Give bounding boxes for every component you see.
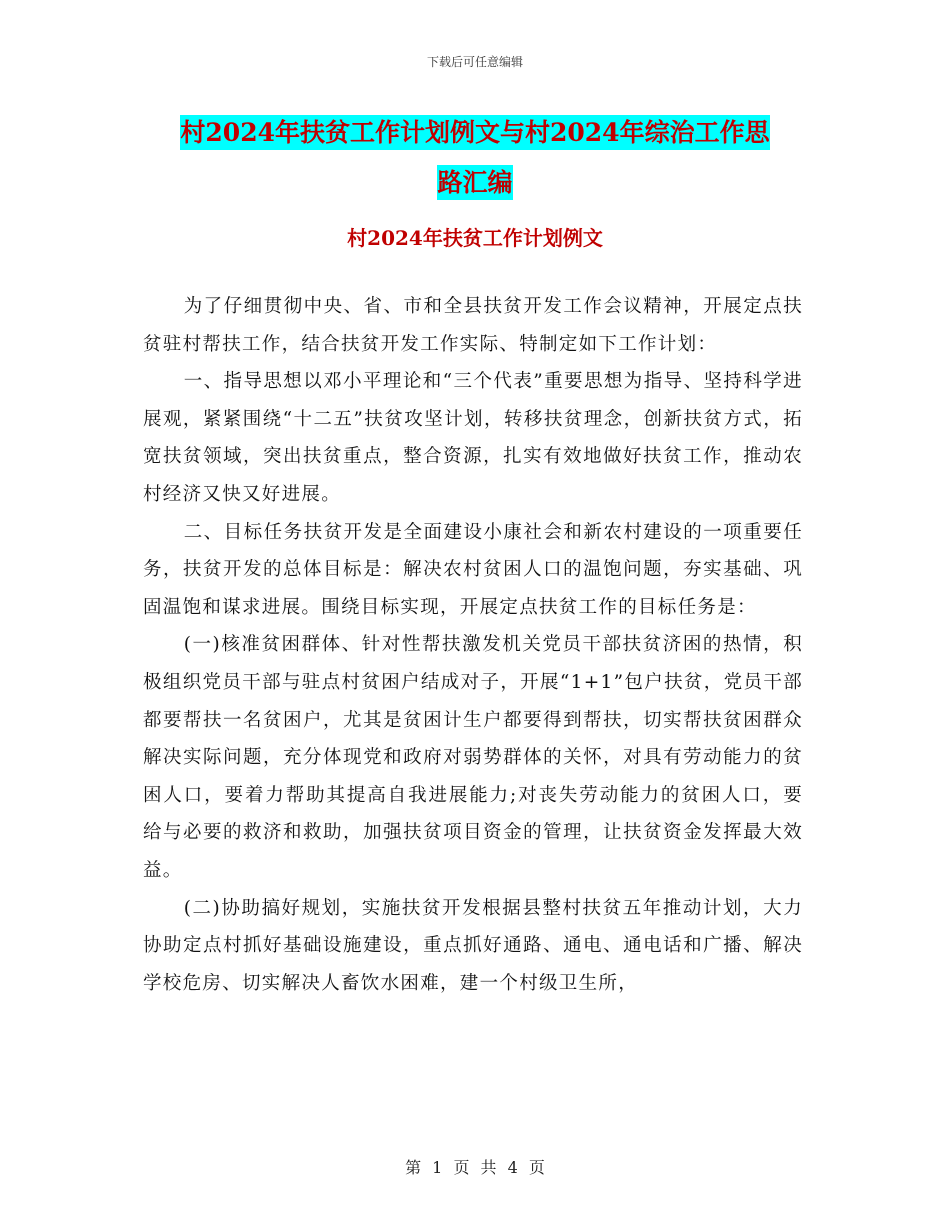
page-number: 第 1 页 共 4 页 xyxy=(405,1158,545,1177)
paragraph-item-1: (一)核准贫困群体、针对性帮扶激发机关党员干部扶贫济困的热情，积极组织党员干部与驻点村贫困户结成对子，开展“1+1”包户扶贫，党员干部都要帮扶一名贫困户，尤其是贫困计生户都要得到帮扶，切实帮扶贫困群众解决实际问题，充分体现党和政府对弱势群体的关怀，对具有劳动能力的贫困人口，要着力帮助其提高自我进展能力;对丧失劳动能力的贫困人口，要给与必要的救济和救助，加强扶贫项目资金的管理，让扶贫资金发挥最大效益。 xyxy=(143,634,803,881)
document-title-line-2: 路汇编 xyxy=(437,165,512,200)
paragraph-guiding-thought: 一、指导思想以邓小平理论和“三个代表”重要思想为指导、坚持科学进展观，紧紧围绕“十二五”扶贫攻坚计划，转移扶贫理念，创新扶贫方式，拓宽扶贫领域，突出扶贫重点，整合资源，扎实有效地做好扶贫工作，推动农村经济又快又好进展。 xyxy=(143,371,803,505)
paragraph-item-2: (二)协助搞好规划，实施扶贫开发根据县整村扶贫五年推动计划，大力协助定点村抓好基础设施建设，重点抓好通路、通电、通电话和广播、解决学校危房、切实解决人畜饮水困难，建一个村级卫生所， xyxy=(143,897,803,994)
document-title xyxy=(145,108,805,208)
paragraph-goals: 二、目标任务扶贫开发是全面建设小康社会和新农村建设的一项重要任务，扶贫开发的总体目标是：解决农村贫困人口的温饱问题，夯实基础、巩固温饱和谋求进展。围绕目标实现，开展定点扶贫工作的目标任务是： xyxy=(143,521,803,618)
paragraph-intro: 为了仔细贯彻中央、省、市和全县扶贫开发工作会议精神，开展定点扶贫驻村帮扶工作，结合扶贫开发工作实际、特制定如下工作计划： xyxy=(143,296,803,355)
section-title: 村2024年扶贫工作计划例文 xyxy=(347,226,603,250)
body-text xyxy=(143,288,803,1002)
document-title-line-1: 村2024年扶贫工作计划例文与村2024年综治工作思 xyxy=(180,115,769,150)
header-note: 下载后可任意编辑 xyxy=(426,55,523,69)
